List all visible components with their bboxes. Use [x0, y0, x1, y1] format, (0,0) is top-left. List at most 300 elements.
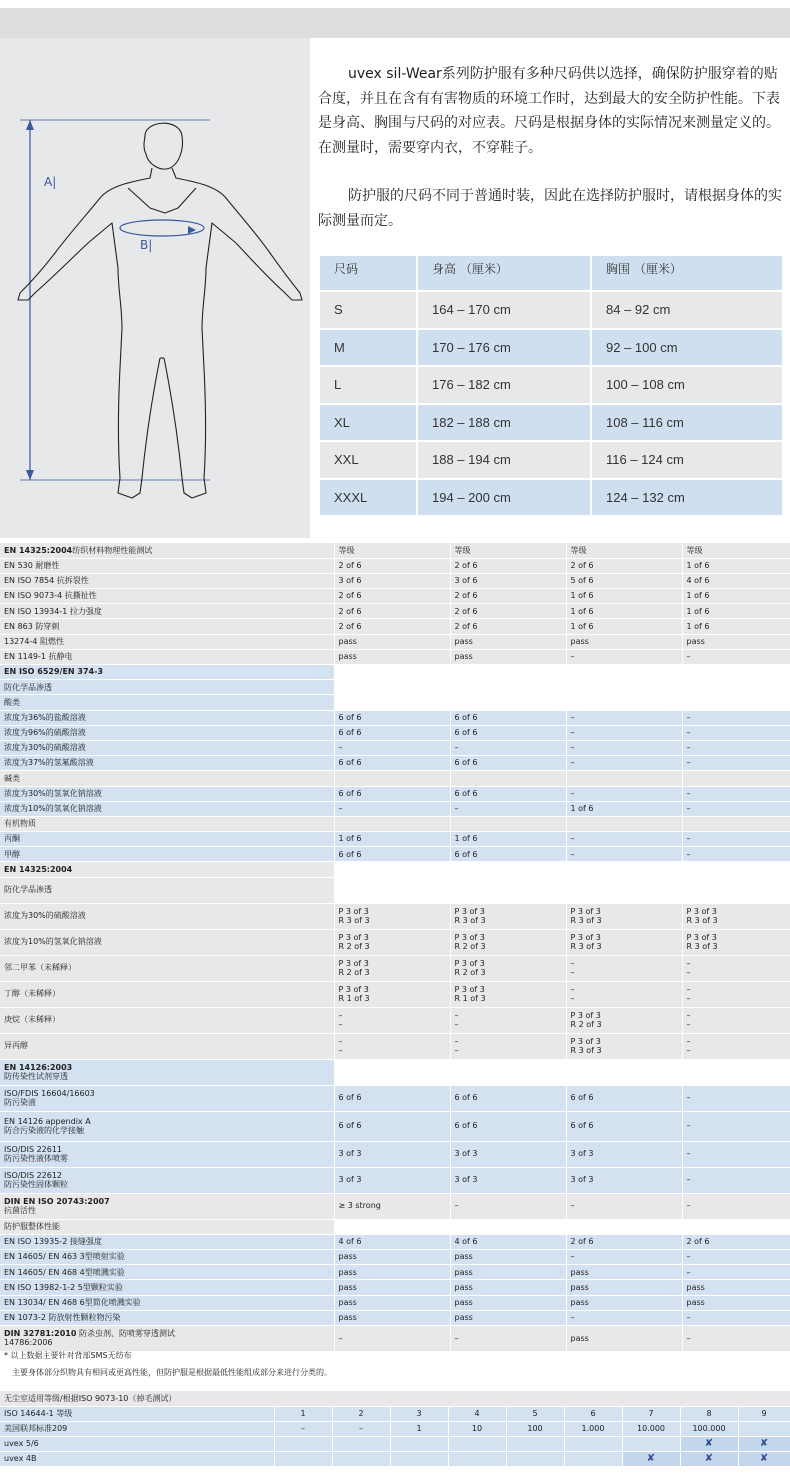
cell-line: –: [454, 1020, 459, 1030]
label-line: [4, 1063, 330, 1073]
data-cell: [334, 695, 450, 710]
cell-line: pass: [686, 1282, 705, 1292]
data-cell: [566, 573, 682, 588]
cell-line: pass: [570, 1267, 589, 1277]
cell-line: pass: [338, 1297, 357, 1307]
data-row: [0, 589, 790, 604]
data-cell: [566, 1234, 682, 1249]
data-cell: [682, 589, 790, 604]
label-line: [4, 667, 330, 677]
label-line: [4, 865, 330, 875]
label-line: EN 14605/ EN 468 4型喷溅实验: [4, 1267, 125, 1277]
data-row: [0, 801, 790, 816]
cell-line: R 2 of 3: [338, 968, 370, 978]
cell-line: R 2 of 3: [454, 942, 486, 952]
data-cell: [334, 862, 450, 877]
label-line: 13274-4 阻燃性: [4, 636, 64, 646]
chest-label-b: B|: [140, 238, 153, 252]
cell-line: ≥ 3 strong: [338, 1201, 381, 1211]
data-cell: [334, 929, 450, 955]
data-row-label: [0, 756, 334, 771]
data-cell: [566, 847, 682, 862]
label-line: 浓度为96%的硫酸溶液: [4, 728, 86, 738]
data-row-label: [0, 816, 334, 831]
cell-line: 2 of 6: [454, 561, 478, 571]
data-cell: [682, 1295, 790, 1310]
cell-line: –: [686, 1149, 691, 1159]
data-cell: [450, 771, 566, 786]
data-cell: [450, 1085, 566, 1111]
cell-line: 1 of 6: [686, 591, 710, 601]
cell-line: –: [686, 1121, 691, 1131]
height-cell: 182 – 188 cm: [418, 405, 590, 441]
chest-cell: 92 – 100 cm: [592, 330, 782, 366]
data-row: [0, 604, 790, 619]
data-cell: [450, 1111, 566, 1141]
cell-line: pass: [454, 636, 473, 646]
data-row-label: [0, 1193, 334, 1219]
data-cell: [682, 929, 790, 955]
data-row-label: [0, 832, 334, 847]
data-cell: [682, 1234, 790, 1249]
cell-line: –: [570, 743, 575, 753]
height-cell: 176 – 182 cm: [418, 367, 590, 403]
label-line: 防护服整体性能: [4, 1221, 60, 1231]
cell-line: pass: [454, 1267, 473, 1277]
clean-cell: [390, 1436, 448, 1451]
data-row-label: [0, 1234, 334, 1249]
data-cell: [334, 903, 450, 929]
data-row: [0, 1310, 790, 1325]
data-cell: [682, 862, 790, 877]
cell-line: R 3 of 3: [686, 942, 718, 952]
label-line: 抗菌活性: [4, 1206, 36, 1216]
data-cell: [334, 847, 450, 862]
data-row-label: [0, 847, 334, 862]
label-line: EN ISO 13982-1-2 5型颗粒实验: [4, 1282, 123, 1292]
data-cell: [334, 740, 450, 755]
data-row-label: [0, 1250, 334, 1265]
label-line: 有机物质: [4, 819, 36, 829]
data-row: [0, 1193, 790, 1219]
body-outline-illustration: [0, 38, 310, 538]
label-line: 防合污染液的化学接触: [4, 1126, 84, 1136]
data-cell: [450, 665, 566, 680]
data-cell: [450, 1167, 566, 1193]
data-cell: [566, 955, 682, 981]
data-row-label: [0, 604, 334, 619]
data-cell: [566, 1111, 682, 1141]
cell-line: 1 of 6: [454, 834, 478, 844]
data-cell: [566, 816, 682, 831]
data-cell: [682, 1325, 790, 1351]
cell-line: –: [570, 958, 575, 968]
cell-line: pass: [570, 636, 589, 646]
cell-line: 4 of 6: [454, 1237, 478, 1247]
cell-line: 2 of 6: [570, 561, 594, 571]
data-cell: [682, 634, 790, 649]
cell-line: –: [570, 728, 575, 738]
body-measurement-figure: [0, 38, 310, 538]
cell-line: P 3 of 3: [338, 958, 369, 968]
size-row: [320, 330, 782, 366]
cell-line: pass: [454, 652, 473, 662]
data-cell: [566, 725, 682, 740]
label-line: 浓度为36%的盐酸溶液: [4, 712, 86, 722]
data-cell: [450, 1310, 566, 1325]
data-cell: [566, 604, 682, 619]
data-row-label: [0, 1280, 334, 1295]
data-cell: [334, 1193, 450, 1219]
cell-line: –: [686, 834, 691, 844]
data-cell: [682, 543, 790, 558]
data-row-label: [0, 695, 334, 710]
cell-line: –: [454, 1010, 459, 1020]
cell-line: –: [686, 984, 691, 994]
data-cell: [566, 832, 682, 847]
cell-line: 6 of 6: [570, 1093, 594, 1103]
cell-line: P 3 of 3: [454, 932, 485, 942]
clean-cell: [448, 1436, 506, 1451]
label-line: 防传染性试剂穿透: [4, 1072, 68, 1082]
clean-cell: 5: [506, 1406, 564, 1421]
size-cell: XL: [320, 405, 416, 441]
data-row: [0, 862, 790, 877]
cell-line: 2 of 6: [338, 606, 362, 616]
data-row-label: [0, 543, 334, 558]
data-cell: [566, 1265, 682, 1280]
data-cell: [566, 619, 682, 634]
data-cell: [682, 1141, 790, 1167]
data-row-label: [0, 619, 334, 634]
data-cell: [450, 634, 566, 649]
cell-line: pass: [686, 636, 705, 646]
data-cell: [450, 1193, 566, 1219]
data-cell: [334, 589, 450, 604]
clean-cell: 6: [564, 1406, 622, 1421]
label-bold: EN ISO 6529/EN 374-3: [4, 667, 103, 677]
cell-line: R 2 of 3: [338, 942, 370, 952]
cell-line: –: [686, 849, 691, 859]
data-cell: [450, 929, 566, 955]
label-line: ISO/DIS 22611: [4, 1144, 63, 1154]
data-cell: [682, 847, 790, 862]
data-row-label: [0, 1167, 334, 1193]
data-cell: [566, 1007, 682, 1033]
cell-line: –: [570, 849, 575, 859]
data-cell: [682, 816, 790, 831]
cell-line: 1 of 6: [686, 621, 710, 631]
cell-line: 1 of 6: [686, 561, 710, 571]
check-x-icon: ✘: [680, 1451, 738, 1466]
cell-line: 6 of 6: [454, 712, 478, 722]
cell-line: –: [686, 1333, 691, 1343]
data-row-label: [0, 589, 334, 604]
size-row: [320, 292, 782, 328]
intro-paragraph-1: uvex sil-Wear系列防护服有多种尺码供以选择，确保防护服穿着的贴合度，并且在含有有害物质的环境工作时，达到最大的安全防护性能。下表是身高、胸围与尺码的对应表。尺码是根据身体的实际情况来测量定义的。在测量时，需要穿内衣，不穿鞋子。: [318, 66, 780, 156]
cell-line: 6 of 6: [338, 758, 362, 768]
clean-cell: 2: [332, 1406, 390, 1421]
data-cell: [566, 665, 682, 680]
size-header-size: 尺码: [320, 256, 416, 290]
cell-line: 1 of 6: [570, 804, 594, 814]
cell-line: pass: [686, 1297, 705, 1307]
cell-line: –: [570, 758, 575, 768]
data-cell: [682, 649, 790, 664]
data-row: [0, 665, 790, 680]
data-cell: [682, 1193, 790, 1219]
data-row-label: [0, 634, 334, 649]
cell-line: –: [570, 712, 575, 722]
data-cell: [334, 1007, 450, 1033]
data-cell: [450, 847, 566, 862]
chest-cell: 116 – 124 cm: [592, 442, 782, 478]
cell-line: pass: [570, 1333, 589, 1343]
cell-line: –: [686, 958, 691, 968]
data-row: [0, 903, 790, 929]
data-cell: [682, 740, 790, 755]
cell-line: –: [338, 1036, 343, 1046]
cell-line: –: [570, 1313, 575, 1323]
data-cell: [450, 589, 566, 604]
data-cell: [334, 1295, 450, 1310]
data-cell: [566, 756, 682, 771]
data-row-label: [0, 1059, 334, 1085]
label-line: EN 1149-1 抗静电: [4, 652, 73, 662]
height-label-a: A|: [44, 175, 57, 189]
data-cell: [566, 771, 682, 786]
data-cell: [682, 695, 790, 710]
label-line: 丙酮: [4, 834, 20, 844]
data-cell: [566, 1193, 682, 1219]
clean-cell: 4: [448, 1406, 506, 1421]
cell-line: P 3 of 3: [570, 1036, 601, 1046]
size-header-height: 身高 （厘米）: [418, 256, 590, 290]
data-row-label: [0, 981, 334, 1007]
size-cell: L: [320, 367, 416, 403]
data-cell: [682, 1167, 790, 1193]
data-row: [0, 771, 790, 786]
label-line: 防化学品渗透: [4, 682, 52, 692]
cell-line: R 2 of 3: [454, 968, 486, 978]
cell-line: 2 of 6: [454, 606, 478, 616]
data-cell: [334, 1059, 450, 1085]
data-cell: [682, 1219, 790, 1234]
chest-cell: 124 – 132 cm: [592, 480, 782, 516]
data-cell: [450, 756, 566, 771]
data-cell: [682, 955, 790, 981]
label-line: DIN 32781:2010 防杀虫剂、防喷雾穿透测试: [4, 1328, 175, 1338]
cell-line: R 3 of 3: [570, 916, 602, 926]
size-cell: XXXL: [320, 480, 416, 516]
size-table-header: [320, 256, 782, 290]
clean-cell: [622, 1436, 680, 1451]
label-line: 浓度为37%的氢氟酸溶液: [4, 758, 94, 768]
label-bold: EN 14325:2004: [4, 545, 73, 555]
cell-line: P 3 of 3: [338, 984, 369, 994]
data-cell: [566, 1033, 682, 1059]
clean-cell: [332, 1451, 390, 1466]
cell-line: 1 of 6: [338, 834, 362, 844]
data-row-label: [0, 725, 334, 740]
cell-line: P 3 of 3: [570, 932, 601, 942]
clean-cell: [564, 1451, 622, 1466]
cell-line: P 3 of 3: [454, 906, 485, 916]
cell-line: pass: [338, 1282, 357, 1292]
data-cell: [334, 665, 450, 680]
cell-line: –: [686, 1201, 691, 1211]
check-x-icon: ✘: [738, 1451, 790, 1466]
cell-line: pass: [338, 652, 357, 662]
data-cell: [566, 1310, 682, 1325]
data-cell: [334, 1219, 450, 1234]
data-row: [0, 740, 790, 755]
cell-line: 3 of 6: [338, 576, 362, 586]
clean-room-table: [0, 1391, 790, 1467]
cell-line: –: [686, 968, 691, 978]
data-cell: [566, 1085, 682, 1111]
clean-row-label: uvex 5/6: [0, 1436, 274, 1451]
cell-line: 等级: [338, 545, 355, 555]
label-line: 邻二甲苯（未稀释）: [4, 963, 76, 973]
cell-line: 1 of 6: [570, 606, 594, 616]
data-cell: [334, 573, 450, 588]
clean-cell: [274, 1436, 332, 1451]
clean-cell: 8: [680, 1406, 738, 1421]
label-line: 浓度为10%的氢氧化钠溶液: [4, 804, 102, 814]
cell-line: –: [686, 1175, 691, 1185]
cell-line: R 3 of 3: [686, 916, 718, 926]
data-cell: [450, 786, 566, 801]
cell-line: pass: [454, 1313, 473, 1323]
data-cell: [682, 877, 790, 903]
data-cell: [566, 801, 682, 816]
data-row: [0, 649, 790, 664]
data-row: [0, 680, 790, 695]
label-line: 浓度为30%的硫酸溶液: [4, 911, 86, 921]
data-row: [0, 816, 790, 831]
label-line: 防化学品渗透: [4, 885, 52, 895]
data-cell: [450, 680, 566, 695]
data-cell: [682, 1280, 790, 1295]
label-line: EN 14325:2004纺织材料物理性能测试: [4, 545, 153, 555]
size-row: [320, 480, 782, 516]
cell-line: –: [686, 1036, 691, 1046]
data-cell: [334, 771, 450, 786]
data-row-label: [0, 1295, 334, 1310]
cell-line: 3 of 3: [454, 1149, 478, 1159]
data-row: [0, 1265, 790, 1280]
data-cell: [566, 929, 682, 955]
data-cell: [566, 786, 682, 801]
cell-line: 3 of 3: [338, 1175, 362, 1185]
data-row: [0, 955, 790, 981]
cell-line: pass: [454, 1252, 473, 1262]
data-row: [0, 1219, 790, 1234]
label-line: 庚烷（未稀释）: [4, 1015, 60, 1025]
size-table: [318, 254, 784, 517]
data-cell: [682, 619, 790, 634]
label-line: EN 14605/ EN 463 3型喷射实验: [4, 1252, 125, 1262]
cell-line: –: [686, 788, 691, 798]
data-cell: [450, 981, 566, 1007]
cell-line: 2 of 6: [338, 621, 362, 631]
data-cell: [450, 1059, 566, 1085]
data-cell: [682, 1111, 790, 1141]
size-cell: XXL: [320, 442, 416, 478]
footnote-2: 主要身体部分织物具有相同或更高性能，但防护服是根据最低性能组成部分来进行分类的。: [12, 1368, 332, 1377]
cell-line: –: [338, 804, 343, 814]
check-x-icon: ✘: [622, 1451, 680, 1466]
data-row: [0, 1033, 790, 1059]
clean-cell: [506, 1451, 564, 1466]
data-cell: [450, 862, 566, 877]
data-cell: [682, 1265, 790, 1280]
cell-line: pass: [338, 1267, 357, 1277]
clean-cell: 100.000: [680, 1421, 738, 1436]
data-cell: [566, 903, 682, 929]
cell-line: P 3 of 3: [686, 932, 717, 942]
data-cell: [566, 1059, 682, 1085]
data-cell: [566, 1295, 682, 1310]
cell-line: –: [686, 1010, 691, 1020]
size-row: [320, 367, 782, 403]
cell-line: R 1 of 3: [338, 994, 370, 1004]
data-cell: [682, 903, 790, 929]
clean-row-label: uvex 4B: [0, 1451, 274, 1466]
label-line: EN 13034/ EN 468 6型简化喷溅实验: [4, 1297, 141, 1307]
data-cell: [334, 725, 450, 740]
size-row: [320, 405, 782, 441]
data-cell: [566, 589, 682, 604]
data-cell: [682, 558, 790, 573]
data-cell: [682, 1007, 790, 1033]
data-cell: [334, 832, 450, 847]
cell-line: –: [686, 1313, 691, 1323]
clean-table-title: 无尘室适用等级/根据ISO 9073-10（掉毛测试）: [0, 1391, 790, 1406]
data-cell: [682, 981, 790, 1007]
label-line: EN 530 耐磨性: [4, 561, 60, 571]
clean-cell: 1: [274, 1406, 332, 1421]
cell-line: 6 of 6: [454, 849, 478, 859]
data-cell: [450, 649, 566, 664]
cell-line: pass: [570, 1297, 589, 1307]
cell-line: R 1 of 3: [454, 994, 486, 1004]
label-line: ISO/FDIS 16604/16603: [4, 1088, 95, 1098]
data-row-label: [0, 1219, 334, 1234]
data-cell: [334, 1141, 450, 1167]
data-row: [0, 877, 790, 903]
cell-line: 等级: [454, 545, 471, 555]
label-line: EN ISO 9073-4 抗撕扯性: [4, 591, 97, 601]
data-cell: [566, 1141, 682, 1167]
data-row: [0, 710, 790, 725]
cell-line: 6 of 6: [338, 849, 362, 859]
data-cell: [566, 543, 682, 558]
clean-table-title-row: [0, 1391, 790, 1406]
clean-cell: [738, 1421, 790, 1436]
label-line: EN 1073-2 防放射性颗粒物污染: [4, 1313, 121, 1323]
cell-line: 4 of 6: [338, 1237, 362, 1247]
data-cell: [450, 877, 566, 903]
data-row-label: [0, 665, 334, 680]
clean-cell: 7: [622, 1406, 680, 1421]
data-cell: [450, 1141, 566, 1167]
clean-row: [0, 1436, 790, 1451]
cell-line: 6 of 6: [570, 1121, 594, 1131]
data-cell: [450, 955, 566, 981]
data-row-label: [0, 862, 334, 877]
